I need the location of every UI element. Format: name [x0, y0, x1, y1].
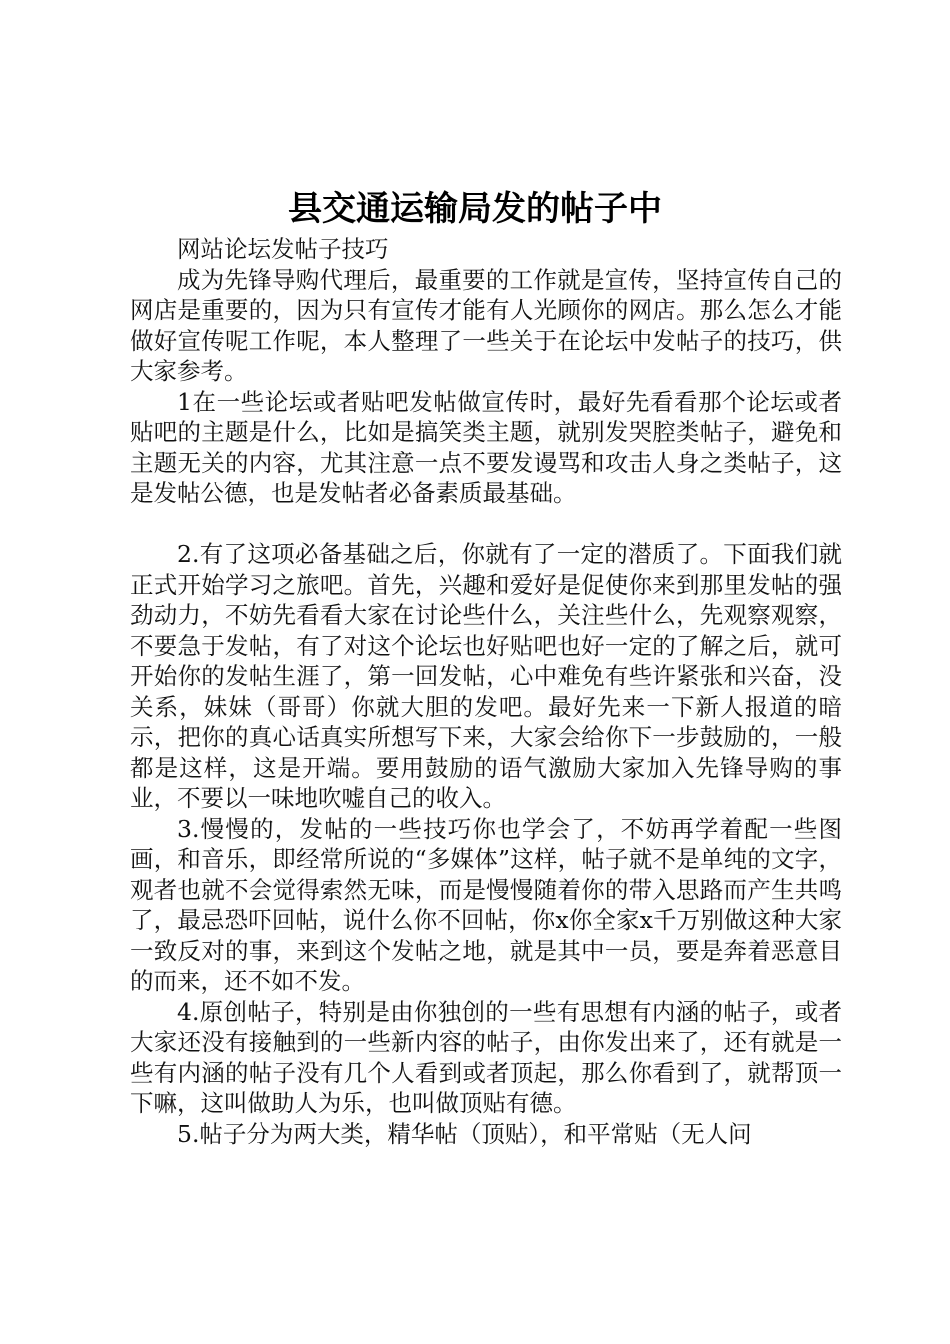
tip-2-paragraph: 2.有了这项必备基础之后，你就有了一定的潜质了。下面我们就正式开始学习之旅吧。首先，兴趣和爱好是促使你来到那里发帖的强劲动力，不妨先看看大家在讨论些什么，关注些什么，先观察观察，不要急于发帖，有了对这个论坛也好贴吧也好一定的了解之后，就可开始你的发帖生涯了，第一回发帖，心中难免有些许紧张和兴奋，没关系，妹妹（哥哥）你就大胆的发吧。最好先来一下新人报道的暗示，把你的真心话真实所想写下来，大家会给你下一步鼓励的，一般都是这样，这是开端。要用鼓励的语气激励大家加入先锋导购的事业，不要以一味地吹嘘自己的收入。 — [130, 540, 842, 812]
document-body — [130, 234, 842, 1149]
tip-3-paragraph: 3.慢慢的，发帖的一些技巧你也学会了，不妨再学着配一些图画，和音乐，即经常所说的“多媒体”这样，帖子就不是单纯的文字，观者也就不会觉得索然无味，而是慢慢随着你的带入思路而产生共鸣了，最忌恐吓回帖，说什么你不回帖，你x你全家x千万别做这种大家一致反对的事，来到这个发帖之地，就是其中一员，要是奔着恶意目的而来，还不如不发。 — [130, 814, 842, 995]
tip-5-paragraph: 5.帖子分为两大类，精华帖（顶贴），和平常贴（无人问 — [177, 1119, 752, 1148]
document-title: 县交通运输局发的帖子中 — [288, 189, 662, 229]
tip-1-paragraph: 1在一些论坛或者贴吧发帖做宣传时，最好先看看那个论坛或者贴吧的主题是什么，比如是搞笑类主题，就别发哭腔类帖子，避免和主题无关的内容，尤其注意一点不要发谩骂和攻击人身之类帖子，这是发帖公德，也是发帖者必备素质最基础。 — [130, 387, 842, 507]
tip-4-paragraph: 4.原创帖子，特别是由你独创的一些有思想有内涵的帖子，或者大家还没有接触到的一些新内容的帖子，由你发出来了，还有就是一些有内涵的帖子没有几个人看到或者顶起，那么你看到了，就帮顶一下嘛，这叫做助人为乐，也叫做顶贴有德。 — [130, 997, 842, 1117]
subtitle-paragraph: 网站论坛发帖子技巧 — [177, 235, 389, 263]
intro-paragraph: 成为先锋导购代理后，最重要的工作就是宣传，坚持宣传自己的网店是重要的，因为只有宣传才能有人光顾你的网店。那么怎么才能做好宣传呢工作呢，本人整理了一些关于在论坛中发帖子的技巧，供大家参考。 — [130, 265, 842, 385]
